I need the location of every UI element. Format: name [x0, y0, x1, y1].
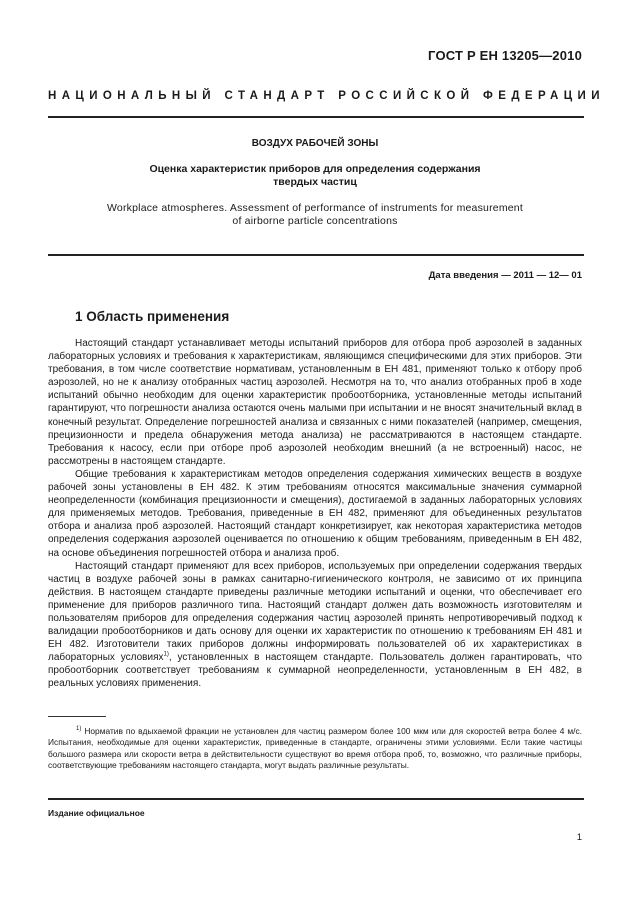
- section-heading: 1 Область применения: [75, 309, 230, 324]
- page-number: 1: [576, 832, 582, 843]
- title-rule: [48, 254, 584, 256]
- document-subtitle-ru: [60, 163, 570, 189]
- paragraph: Настоящий стандарт устанавливает методы испытаний приборов для отбора проб аэрозолей в заданных лабораторных условиях и требования к характеристикам, являющимся специфическими для этих приборов. Эти требования, в том числе соответствие нормативам, установленным в ЕН 481, применяют только к отбору проб аэрозолей, но не к анализу отобранных частиц аэрозолей. Несмотря на то, что анализ отобранных проб в ходе испытаний обычно необходим для оценки характеристик пробоотборника, установленные методы испытаний гарантируют, что погрешности анализа остаются очень малыми при испытании и не вносят значительный вклад в конечный результат. Определение погрешностей анализа и связанных с ними показателей (например, смещения, прецизионности и предела обнаружения метода анализа) не рассматриваются в настоящем стандарте. Требования к насосу, если при отборе проб аэрозолей необходим внешний (а не встроенный) насос, не рассмотрены в настоящем стандарте.: [48, 338, 582, 467]
- footnote-body: Норматив по вдыхаемой фракции не установлен для частиц размером более 100 мкм или для скоростей ветра более 4 м/с. Испытания, необходимые для оценки характеристик, приведенные в стандарте, ограничены этими условиями. Если такие частицы большого размера или скорости ветра в действительности существуют во время отбора проб, то, возможно, что различные приборы, соответствующие требованиям настоящего стандарта, могут выдать различные результаты.: [48, 726, 582, 771]
- paragraph-text: , установленных в настоящем стандарте. Пользователь должен гарантировать, что пробоотборник соответствует требованиям к суммарной неопределенности, установленным в ЕН 482, в реальных условиях применения.: [48, 652, 582, 690]
- footnote-mark: 1): [76, 726, 82, 733]
- edition-label: Издание официальное: [48, 808, 145, 818]
- standard-header: НАЦИОНАЛЬНЫЙ СТАНДАРТ РОССИЙСКОЙ ФЕДЕРАЦИИ: [48, 90, 605, 102]
- title-en-line: Workplace atmospheres. Assessment of performance of instruments for measurement: [107, 202, 523, 214]
- introduction-date: Дата введения — 2011 — 12— 01: [428, 270, 582, 281]
- body-text: [48, 337, 582, 691]
- subtitle-ru-line: твердых частиц: [273, 176, 357, 188]
- subtitle-ru-line: Оценка характеристик приборов для определения содержания: [149, 163, 481, 175]
- paragraph: Общие требования к характеристикам методов определения содержания химических веществ в воздухе рабочей зоны установлены в ЕН 482. К этим требованиям относятся максимальные значения суммарной неопределенности (комбинация прецизионности и смещения), достигаемой в заданных лабораторных условиях для применяемых методов. Требования, приведенные в ЕН 482, применяют для объединенных результатов отбора и анализа проб аэрозолей. Настоящий стандарт конкретизирует, как некоторая характеристика методов определения содержания аэрозолей оценивается по отношению к общим требованиям, приведенным в ЕН 482, на основе объединения погрешностей отбора и анализа проб.: [48, 468, 582, 559]
- paragraph: [48, 560, 582, 691]
- header-rule: [48, 116, 584, 118]
- footnote-text: [48, 726, 582, 772]
- document-title: ВОЗДУХ РАБОЧЕЙ ЗОНЫ: [251, 138, 379, 149]
- footer-rule: [48, 798, 584, 800]
- title-en-line: of airborne particle concentrations: [232, 215, 398, 227]
- footnote: [48, 726, 582, 772]
- document-title-en: [60, 202, 570, 228]
- paragraph-text: Настоящий стандарт применяют для всех приборов, используемых при определении содержания твердых частиц в воздухе рабочей зоны в рамках санитарно-гигиенического контроля, не зависимо от их принципа действия. В настоящем стандарте приведены различные методики испытаний и оценки, что обеспечивает его применение для приборов различного типа. Настоящий стандарт должен дать возможность изготовителям и пользователям приборов для определения содержания частиц аэрозолей принять непротиворечивый подход к валидации пробоотборников и дать основу для оценки их характеристик по отношению к требованиям ЕН 481 и ЕН 482. Изготовители таких приборов должны информировать пользователей об их характеристиках в лабораторных условиях: [48, 560, 582, 664]
- footnote-rule: [48, 716, 106, 717]
- footnote-reference[interactable]: 1): [163, 651, 169, 658]
- document-number: ГОСТ Р ЕН 13205—2010: [428, 48, 582, 63]
